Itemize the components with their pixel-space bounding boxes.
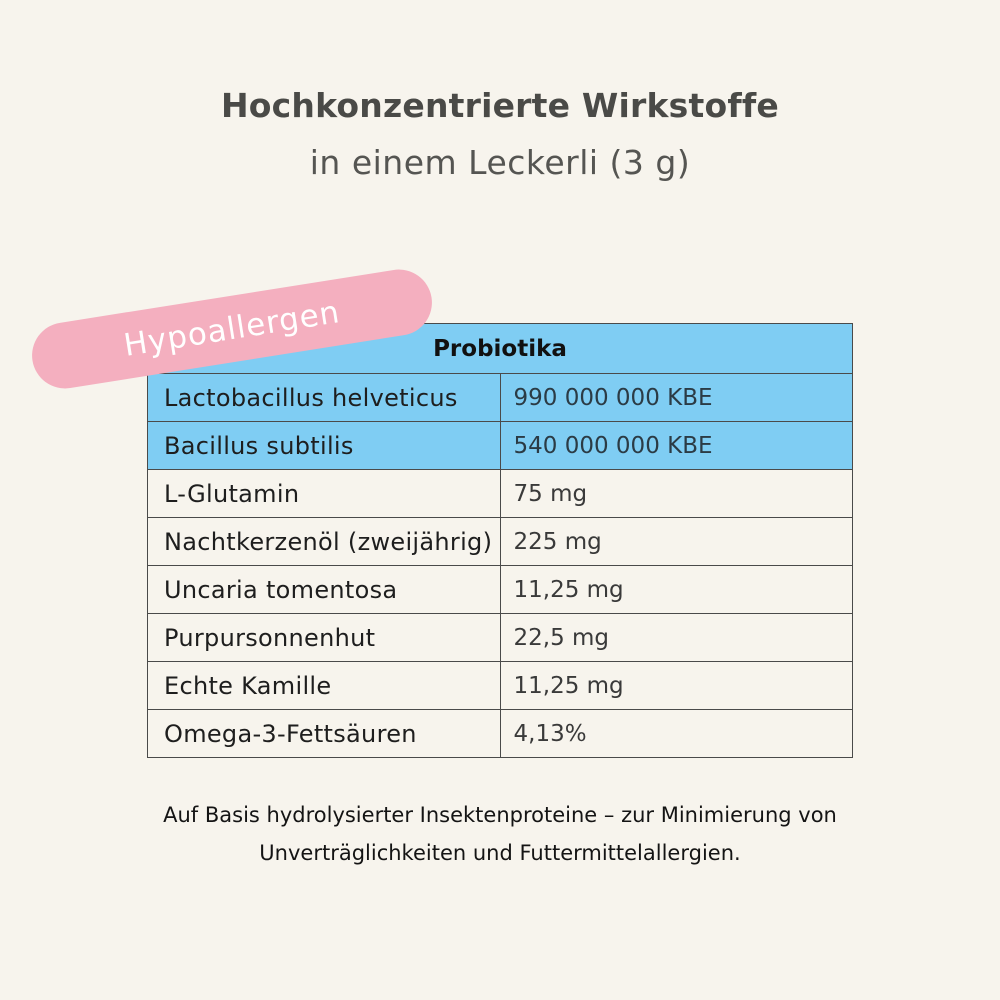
ingredient-name: L-Glutamin	[148, 470, 501, 518]
ingredient-name: Nachtkerzenöl (zweijährig)	[148, 518, 501, 566]
ingredient-value: 22,5 mg	[500, 614, 853, 662]
table-row	[148, 662, 853, 710]
footer-line-1: Auf Basis hydrolysierter Insektenproteine – zur Minimierung von	[163, 803, 837, 827]
page-subtitle: in einem Leckerli (3 g)	[309, 143, 691, 182]
ingredient-name: Uncaria tomentosa	[148, 566, 501, 614]
table-header-probiotika: Probiotika	[148, 324, 853, 374]
footer-note	[0, 796, 1000, 872]
ingredient-name: Echte Kamille	[148, 662, 501, 710]
ingredient-value: 540 000 000 KBE	[500, 422, 853, 470]
ingredients-table	[147, 323, 853, 758]
table-row	[148, 470, 853, 518]
ingredient-value: 990 000 000 KBE	[500, 374, 853, 422]
footer-line-2: Unverträglichkeiten und Futtermittelallergien.	[259, 841, 741, 865]
table-row	[148, 566, 853, 614]
ingredient-value: 225 mg	[500, 518, 853, 566]
ingredient-name: Omega-3-Fettsäuren	[148, 710, 501, 758]
ingredient-name: Lactobacillus helveticus	[148, 374, 501, 422]
ingredient-name: Purpursonnenhut	[148, 614, 501, 662]
table-row	[148, 614, 853, 662]
ingredient-value: 75 mg	[500, 470, 853, 518]
page-title: Hochkonzentrierte Wirkstoffe	[220, 86, 780, 125]
table-row	[148, 710, 853, 758]
ingredient-name: Bacillus subtilis	[148, 422, 501, 470]
ingredient-value: 11,25 mg	[500, 566, 853, 614]
ingredient-value: 11,25 mg	[500, 662, 853, 710]
ingredient-value: 4,13%	[500, 710, 853, 758]
table-row	[148, 374, 853, 422]
badge-label: Hypoallergen	[121, 294, 343, 364]
table-row	[148, 518, 853, 566]
table-row	[148, 422, 853, 470]
ingredients-table-container	[147, 323, 853, 758]
